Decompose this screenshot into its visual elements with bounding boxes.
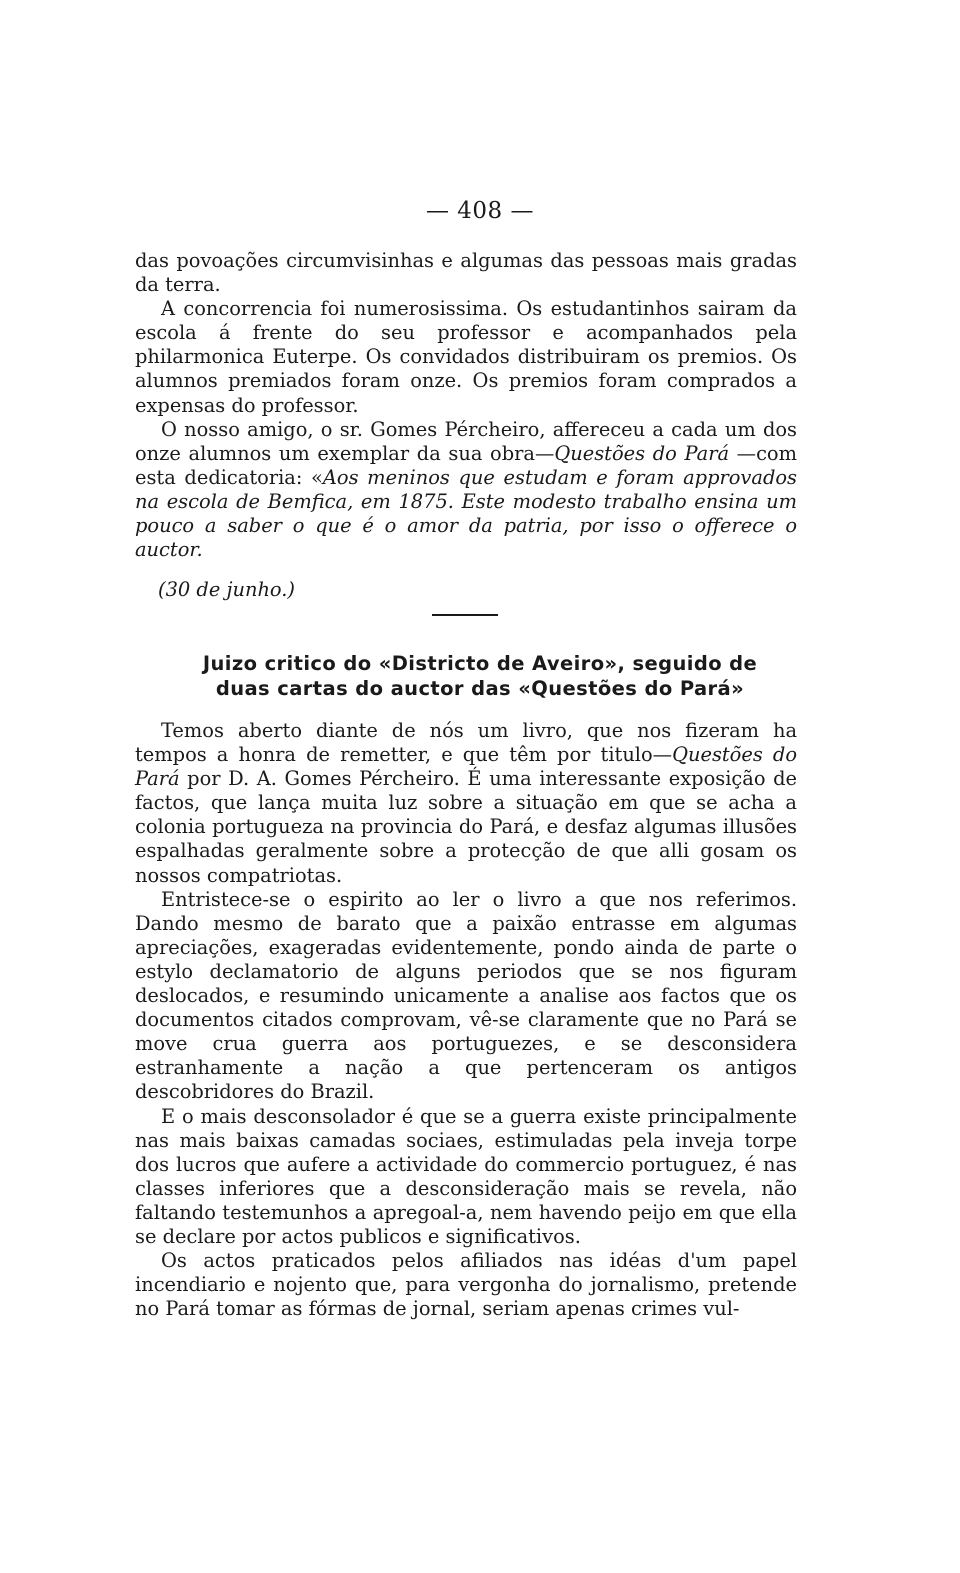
paragraph-continuation: das povoações circumvisinhas e algumas das pessoas mais gradas da terra. xyxy=(135,249,797,297)
article-p1-text: Temos aberto diante de nós um livro, que nos fizeram ha tempos a honra de remetter, e que têm por titulo— xyxy=(135,719,797,767)
heading-line-2: duas cartas do auctor das «Questões do Pará» xyxy=(215,677,745,700)
article-book-title: Questões do Pará xyxy=(135,743,797,791)
article-paragraph-1 xyxy=(135,719,797,888)
section-divider xyxy=(432,614,498,616)
continuation-text xyxy=(135,249,797,562)
article-body xyxy=(135,719,797,1321)
dedication-text: Aos meninos que estudam e foram approvados na escola de Bemfica, em 1875. Este modesto trabalho ensina um pouco a saber o que é o amor da patria, por isso o offerece o auctor. xyxy=(135,465,797,562)
date-line: (30 de junho.) xyxy=(158,578,295,601)
article-paragraph-4: Os actos praticados pelos afiliados nas idéas d'um papel incendiario e nojento que, para vergonha do jornalismo, pretende no Pará tomar as fórmas de jornal, seriam apenas crimes vul- xyxy=(135,1249,797,1321)
gift-text-2: —com esta dedicatoria: « xyxy=(135,441,797,489)
heading-line-1: Juizo critico do «Districto de Aveiro», seguido de xyxy=(202,652,758,675)
article-paragraph-2: Entristece-se o espirito ao ler o livro a que nos referimos. Dando mesmo de barato que a paixão entrasse em algumas apreciações, exageradas evidentemente, pondo ainda de parte o estylo declamatorio de alguns periodos que se nos figuram deslocados, e resumindo unicamente a analise aos factos que os documentos citados comprovam, vê-se claramente que no Pará se move crua guerra aos portuguezes, e se desconsidera estranhamente a nação a que pertenceram os antigos descobridores do Brazil. xyxy=(135,887,797,1104)
paragraph-gift xyxy=(135,418,797,563)
paragraph-ceremony: A concorrencia foi numerosissima. Os estudantinhos sairam da escola á frente do seu professor e acompanhados pela philarmonica Euterpe. Os convidados distribuiram os premios. Os alumnos premiados foram onze. Os premios foram comprados a expensas do professor. xyxy=(135,297,797,417)
gift-text: O nosso amigo, o sr. Gomes Pércheiro, affereceu a cada um dos onze alumnos um exemplar da sua obra— xyxy=(135,417,797,465)
article-heading xyxy=(120,651,840,701)
page-number: — 408 — xyxy=(425,198,535,224)
article-p1-text-2: por D. A. Gomes Pércheiro. É uma interessante exposição de factos, que lança muita luz sobre a situação em que se acha a colonia portugueza na provincia do Pará, e desfaz algumas illusões espalhadas geralmente sobre a protecção de que alli gosam os nossos compatriotas. xyxy=(135,767,797,887)
article-paragraph-3: E o mais desconsolador é que se a guerra existe principalmente nas mais baixas camadas sociaes, estimuladas pela inveja torpe dos lucros que aufere a actividade do commercio portuguez, é nas classes inferiores que a desconsideração mais se revela, não faltando testemunhos a apregoal-a, nem havendo peijo em que ella se declare por actos publicos e significativos. xyxy=(135,1104,797,1248)
book-title: Questões do Pará xyxy=(554,441,730,465)
